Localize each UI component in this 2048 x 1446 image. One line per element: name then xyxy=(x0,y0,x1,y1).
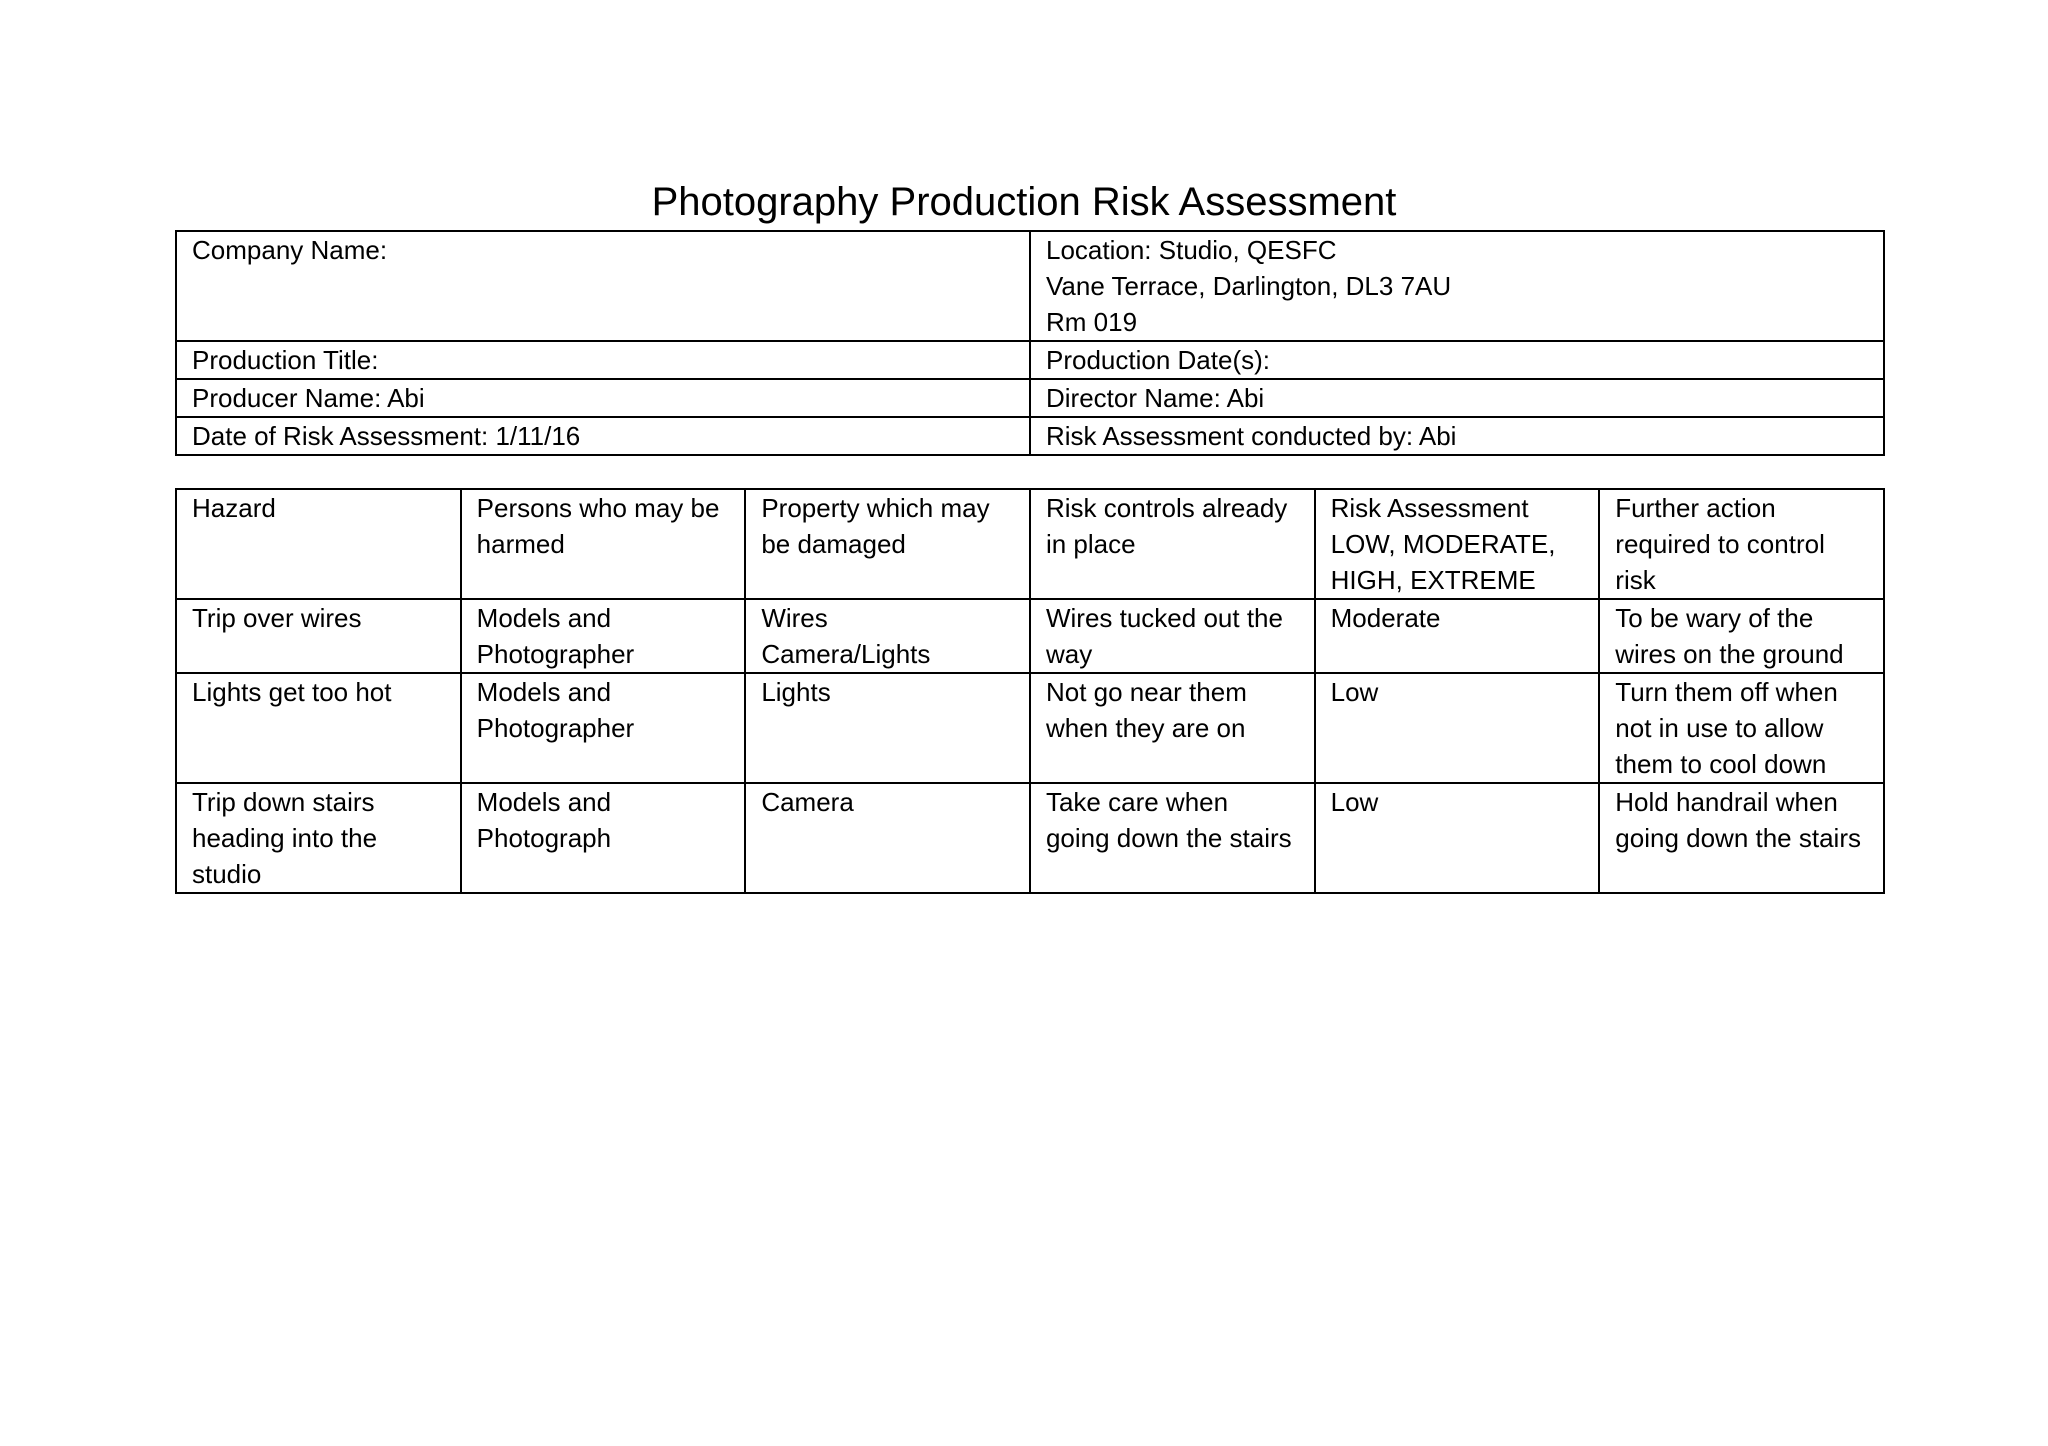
page-title: Photography Production Risk Assessment xyxy=(651,180,1397,224)
location-cell xyxy=(1030,231,1884,341)
persons-cell: Models and Photographer xyxy=(461,599,746,673)
persons-cell: Models and Photographer xyxy=(461,673,746,783)
risk-level-cell: Moderate xyxy=(1315,599,1600,673)
header-hazard: Hazard xyxy=(176,489,461,599)
controls-cell: Wires tucked out the way xyxy=(1030,599,1315,673)
conducted-by-cell xyxy=(1030,417,1884,455)
risk-table-header-row xyxy=(176,489,1884,599)
company-name-cell xyxy=(176,231,1030,341)
further-action-cell: Turn them off when not in use to allow them to cool down xyxy=(1599,673,1884,783)
producer-name-label: Producer Name: Abi xyxy=(192,383,425,413)
controls-cell: Take care when going down the stairs xyxy=(1030,783,1315,893)
info-row-company-location xyxy=(176,231,1884,341)
header-property-damaged: Property which may be damaged xyxy=(745,489,1030,599)
info-row-producer-director xyxy=(176,379,1884,417)
further-action-cell: To be wary of the wires on the ground xyxy=(1599,599,1884,673)
production-info-table xyxy=(175,230,1885,456)
production-title-label: Production Title: xyxy=(192,345,379,375)
header-persons-harmed: Persons who may be harmed xyxy=(461,489,746,599)
company-name-label: Company Name: xyxy=(192,235,388,265)
table-row xyxy=(176,783,1884,893)
controls-cell: Not go near them when they are on xyxy=(1030,673,1315,783)
risk-level-cell: Low xyxy=(1315,673,1600,783)
hazard-cell: Trip down stairs heading into the studio xyxy=(176,783,461,893)
info-row-title-dates xyxy=(176,341,1884,379)
risk-assessment-table xyxy=(175,488,1885,894)
hazard-cell: Trip over wires xyxy=(176,599,461,673)
header-risk-level: Risk Assessment LOW, MODERATE, HIGH, EXTREME xyxy=(1315,489,1600,599)
production-dates-cell xyxy=(1030,341,1884,379)
property-cell: Camera xyxy=(745,783,1030,893)
risk-level-cell: Low xyxy=(1315,783,1600,893)
further-action-cell: Hold handrail when going down the stairs xyxy=(1599,783,1884,893)
property-cell: Wires Camera/Lights xyxy=(745,599,1030,673)
assessment-date-cell xyxy=(176,417,1030,455)
info-row-date-conducted xyxy=(176,417,1884,455)
location-line-2: Vane Terrace, Darlington, DL3 7AU xyxy=(1046,271,1452,301)
table-row xyxy=(176,599,1884,673)
assessment-date-label: Date of Risk Assessment: 1/11/16 xyxy=(192,421,581,451)
conducted-by-label: Risk Assessment conducted by: Abi xyxy=(1046,421,1457,451)
hazard-cell: Lights get too hot xyxy=(176,673,461,783)
director-name-cell xyxy=(1030,379,1884,417)
production-title-cell xyxy=(176,341,1030,379)
table-row xyxy=(176,673,1884,783)
location-line-1: Location: Studio, QESFC xyxy=(1046,235,1337,265)
location-line-3: Rm 019 xyxy=(1046,307,1138,337)
header-risk-controls: Risk controls already in place xyxy=(1030,489,1315,599)
persons-cell: Models and Photograph xyxy=(461,783,746,893)
producer-name-cell xyxy=(176,379,1030,417)
property-cell: Lights xyxy=(745,673,1030,783)
director-name-label: Director Name: Abi xyxy=(1046,383,1265,413)
header-further-action: Further action required to control risk xyxy=(1599,489,1884,599)
production-dates-label: Production Date(s): xyxy=(1046,345,1270,375)
